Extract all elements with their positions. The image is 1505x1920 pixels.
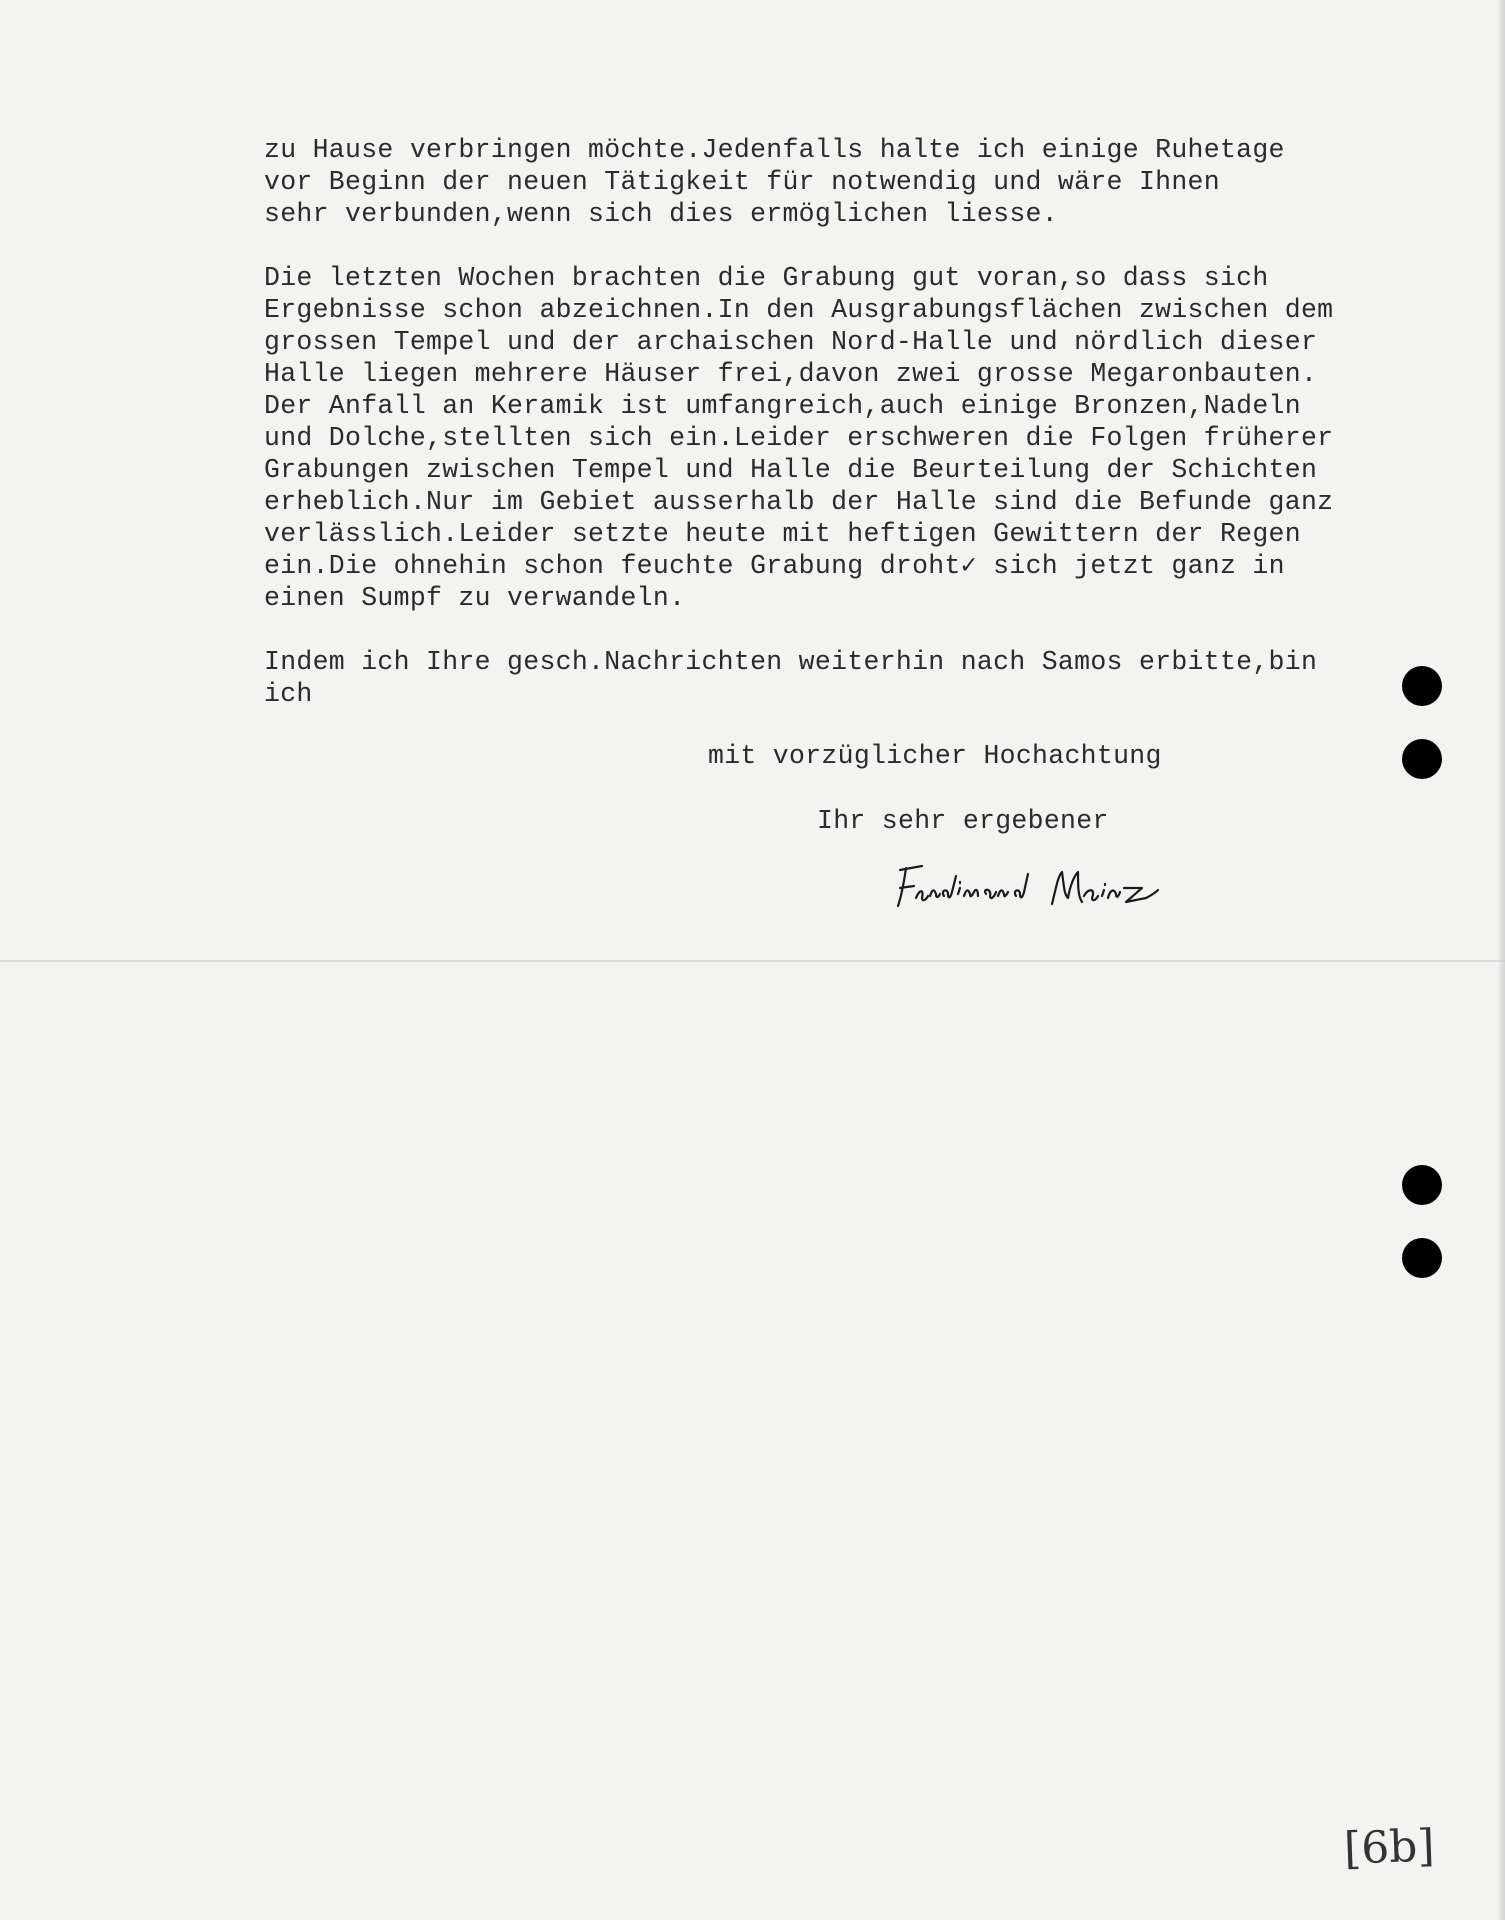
letter-body — [264, 134, 1464, 742]
text-line: ich — [264, 679, 313, 709]
text-line: Grabungen zwischen Tempel und Halle die Beurteilung der Schichten — [264, 455, 1318, 485]
fold-line — [0, 960, 1505, 962]
text-line: vor Beginn der neuen Tätigkeit für notwendig und wäre Ihnen — [264, 167, 1220, 197]
text-line: grossen Tempel und der archaischen Nord-Halle und nördlich dieser — [264, 327, 1318, 357]
punch-hole — [1402, 666, 1442, 706]
text-line: Der Anfall an Keramik ist umfangreich,auch einige Bronzen,Nadeln — [264, 391, 1301, 421]
paragraph-3 — [264, 646, 1464, 710]
page-edge — [1497, 0, 1505, 1920]
text-line: verlässlich.Leider setzte heute mit heftigen Gewittern der Regen — [264, 519, 1301, 549]
text-line: Indem ich Ihre gesch.Nachrichten weiterhin nach Samos erbitte,bin — [264, 647, 1318, 677]
text-line: Die letzten Wochen brachten die Grabung gut voran,so dass sich — [264, 263, 1269, 293]
text-line: Halle liegen mehrere Häuser frei,davon zwei grosse Megaronbauten. — [264, 359, 1318, 389]
punch-hole — [1402, 1165, 1442, 1205]
text-line: einen Sumpf zu verwandeln. — [264, 583, 686, 613]
signature-label: Ferdinand Mainz — [892, 858, 899, 859]
closing-signoff: Ihr sehr ergebener — [817, 806, 1109, 836]
handwritten-signature — [892, 858, 1202, 918]
text-line: sehr verbunden,wenn sich dies ermöglichen liesse. — [264, 199, 1058, 229]
text-line: erheblich.Nur im Gebiet ausserhalb der Halle sind die Befunde ganz — [264, 487, 1334, 517]
paragraph-1 — [264, 134, 1464, 230]
text-line: Ergebnisse schon abzeichnen.In den Ausgrabungsflächen zwischen dem — [264, 295, 1334, 325]
paragraph-2 — [264, 262, 1464, 614]
text-line: ein.Die ohnehin schon feuchte Grabung droht✓ sich jetzt ganz in — [264, 551, 1285, 581]
punch-hole — [1402, 739, 1442, 779]
punch-hole — [1402, 1238, 1442, 1278]
closing-salutation: mit vorzüglicher Hochachtung — [708, 741, 1162, 771]
page-number: [6b] — [1343, 1820, 1436, 1875]
text-line: zu Hause verbringen möchte.Jedenfalls halte ich einige Ruhetage — [264, 135, 1285, 165]
text-line: und Dolche,stellten sich ein.Leider erschweren die Folgen früherer — [264, 423, 1334, 453]
